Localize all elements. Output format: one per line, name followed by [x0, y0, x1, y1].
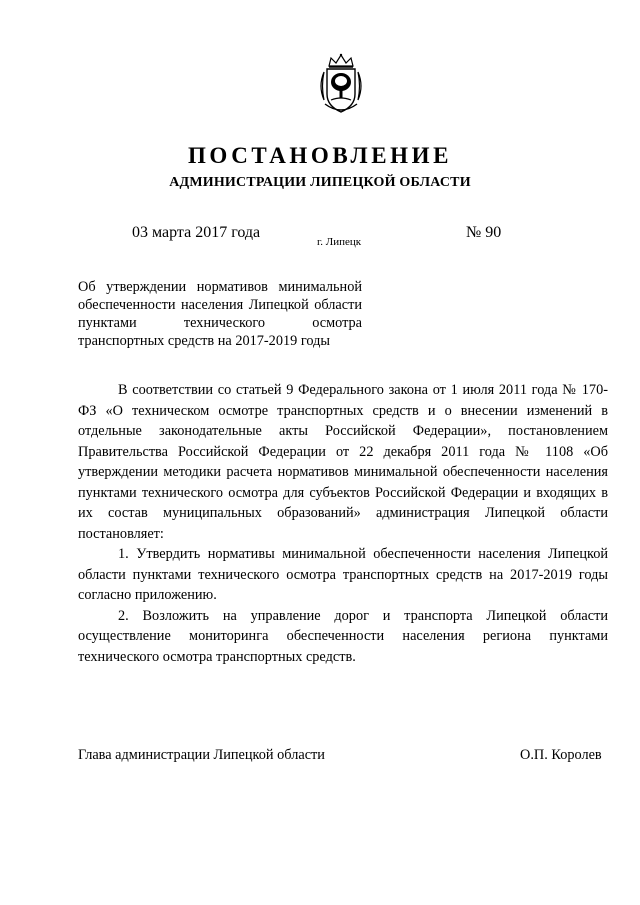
document-date: 03 марта 2017 года	[132, 224, 261, 241]
document-body	[78, 380, 608, 667]
resolution-item-2: 2. Возложить на управление дорог и транспорта Липецкой области осуществление мониторинга обеспеченности населения региона пунктами технического осмотра транспортных средств.	[78, 607, 608, 665]
preamble-paragraph: В соответствии со статьей 9 Федерального закона от 1 июля 2011 года № 170-ФЗ «О техническом осмотре транспортных средств и о внесении изменений в отдельные законодательные акты Российской Федерации», постановлением Правительства Российской Федерации от 22 декабря 2011 года № 1108 «Об утверждении методики расчета нормативов минимальной обеспеченности населения пунктами технического осмотра для субъектов Российской Федерации и входящих в их состав муниципальных образований» администрация Липецкой области постановляет:	[78, 382, 608, 542]
signatory-position: Глава администрации Липецкой области	[78, 747, 325, 763]
issuing-authority: АДМИНИСТРАЦИИ ЛИПЕЦКОЙ ОБЛАСТИ	[169, 175, 471, 190]
document-title: ПОСТАНОВЛЕНИЕ	[187, 143, 453, 168]
document-subject: Об утверждении нормативов минимальной обеспеченности населения Липецкой области пунктами технического осмотра транспортных средств на 2017-2019 годы	[78, 279, 362, 349]
document-number: № 90	[466, 224, 502, 241]
resolution-item-1: 1. Утвердить нормативы минимальной обеспеченности населения Липецкой области пунктами технического осмотра транспортных средств на 2017-2019 годы согласно приложению.	[78, 546, 608, 603]
signatory-name: О.П. Королев	[520, 747, 602, 763]
coat-of-arms-icon	[316, 52, 366, 116]
document-city: г. Липецк	[317, 236, 362, 248]
